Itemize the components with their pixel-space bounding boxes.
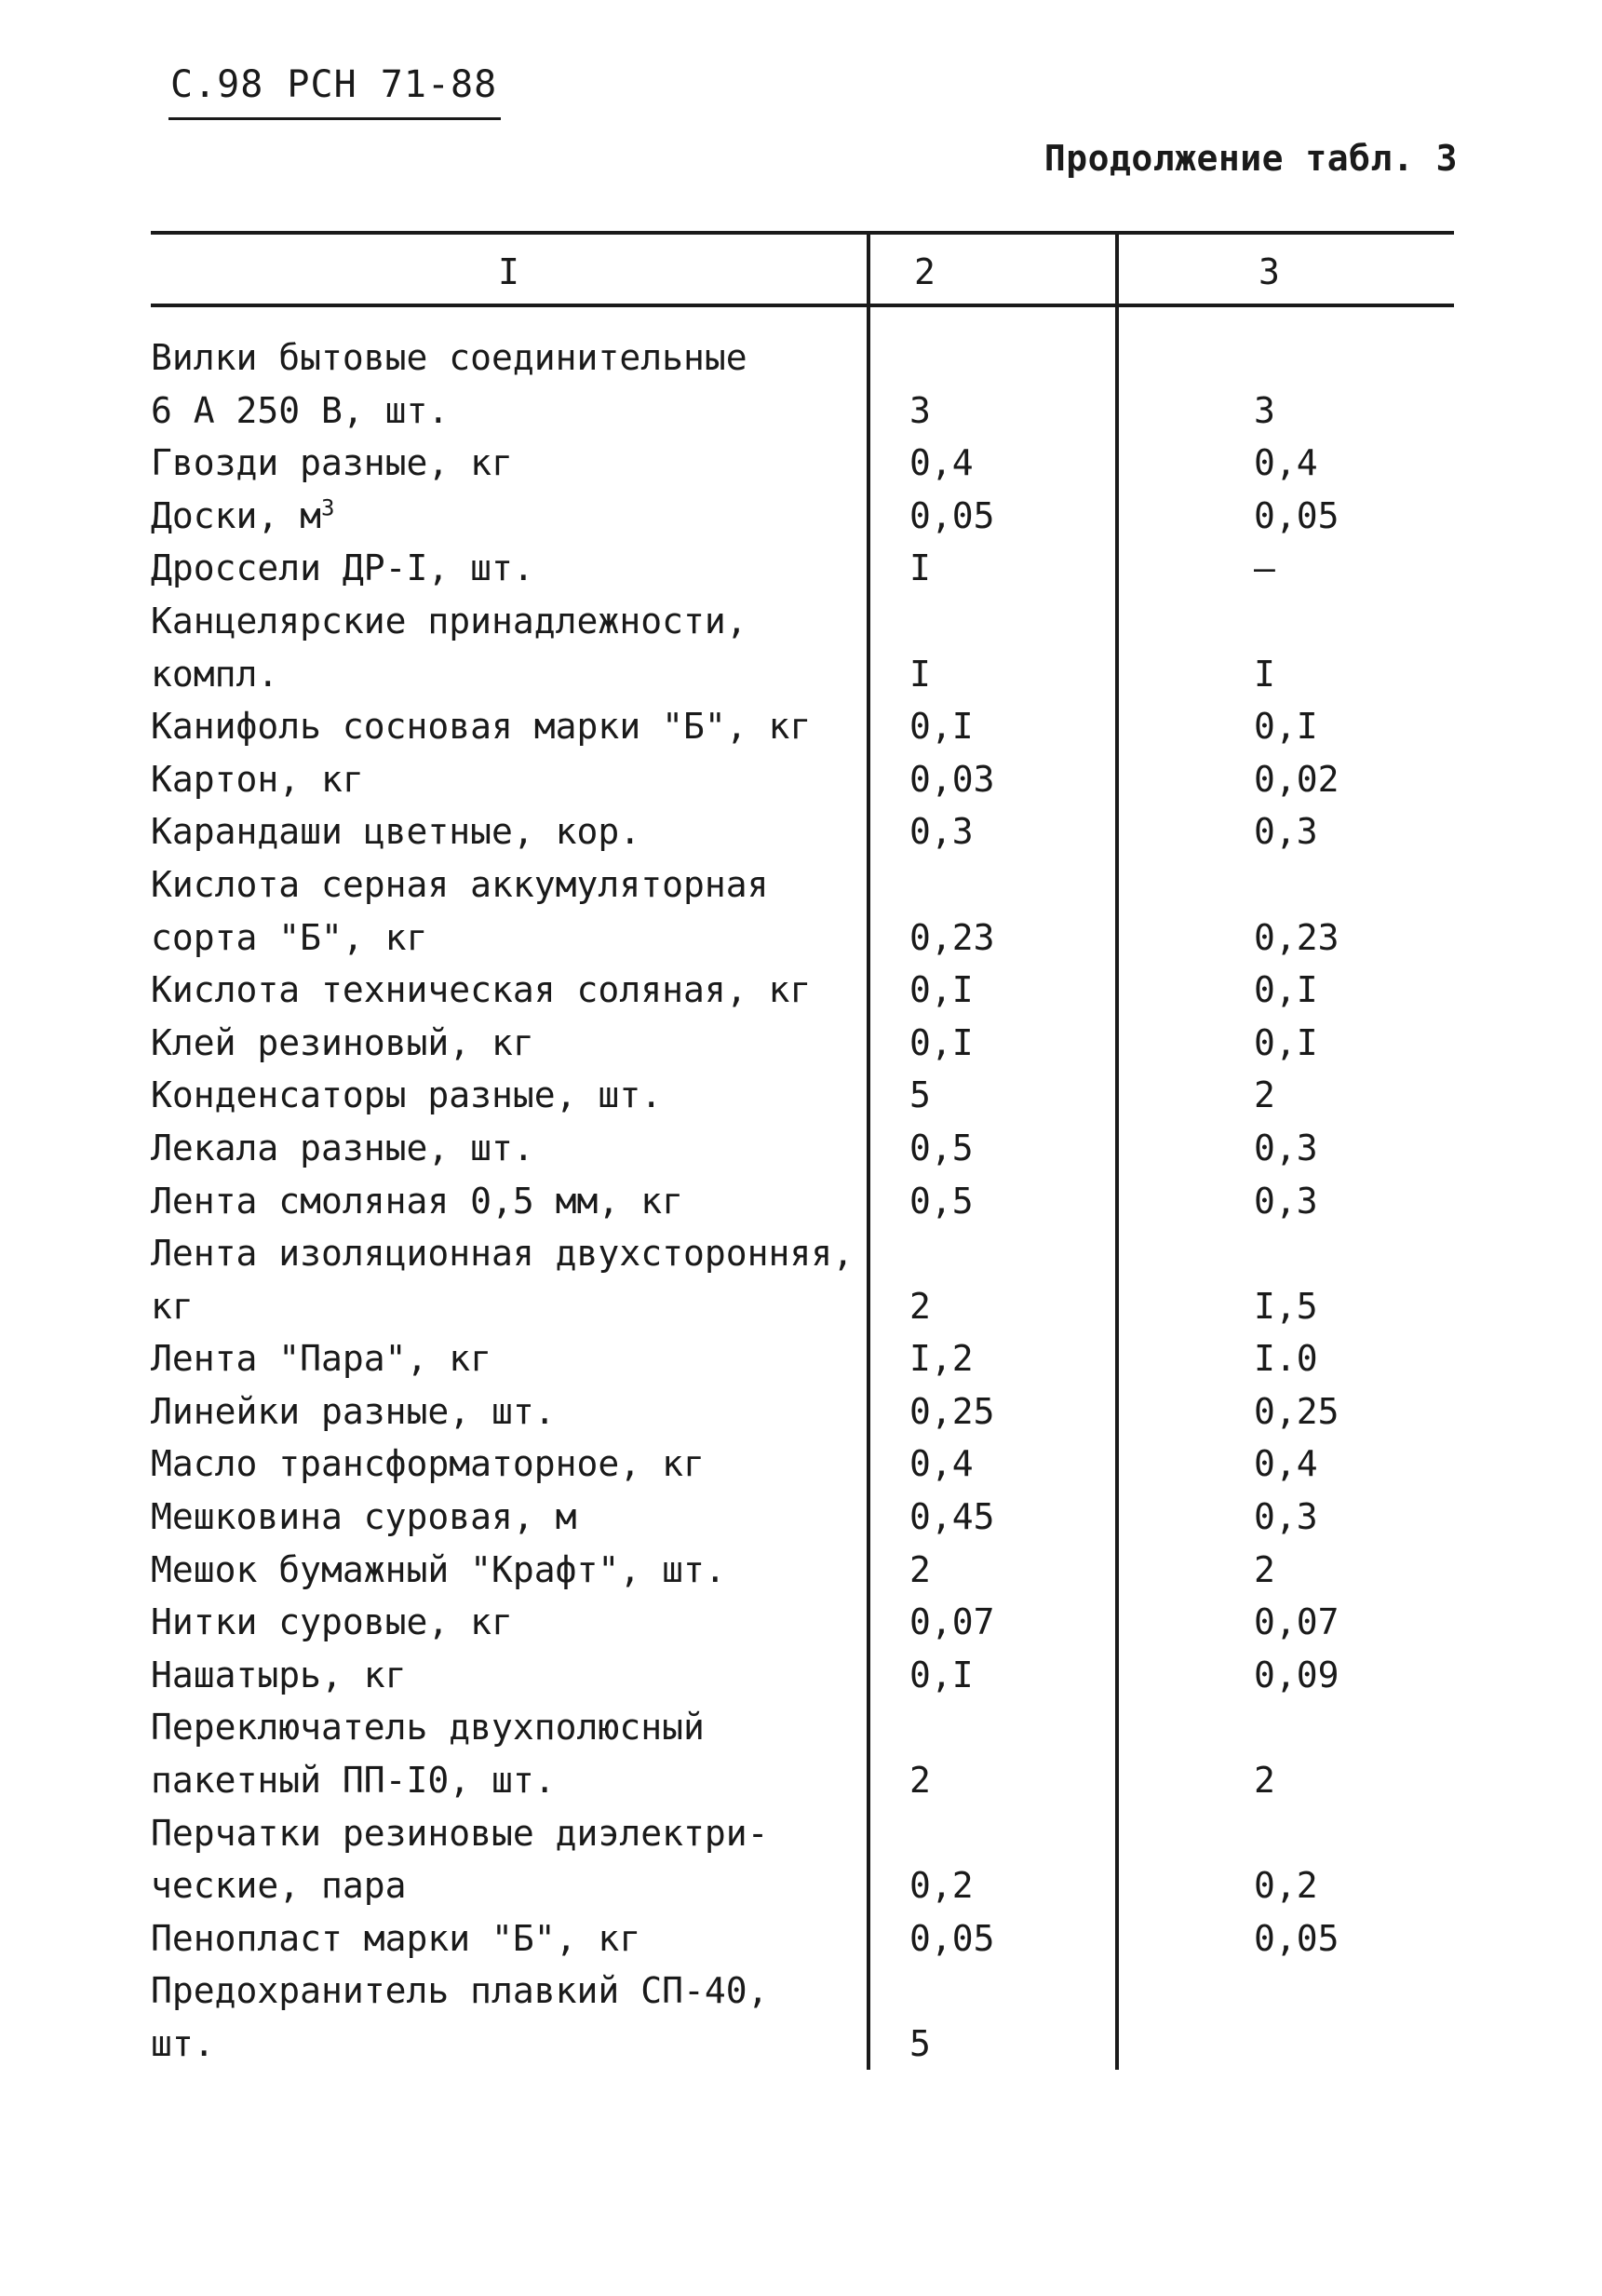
value-column-2: I,2 bbox=[909, 1338, 974, 1380]
material-name bbox=[151, 2018, 866, 2071]
material-name bbox=[151, 648, 866, 701]
value-column-3: 3 bbox=[1254, 389, 1275, 431]
value-column-2: 0,05 bbox=[909, 1917, 995, 1959]
material-name-text: Лента изоляционная двухсторонняя, bbox=[151, 1233, 854, 1275]
material-name-text: пакетный ПП-I0, шт. bbox=[151, 1760, 556, 1802]
table-row bbox=[151, 1544, 1454, 1597]
material-name-text: ческие, пара bbox=[151, 1865, 407, 1907]
value-column-3: 0,02 bbox=[1254, 758, 1339, 800]
material-name-text: Гвозди разные, кг bbox=[151, 442, 513, 484]
table-row bbox=[151, 1385, 1454, 1438]
material-name bbox=[151, 912, 866, 965]
value-column-3: – bbox=[1254, 547, 1275, 589]
material-name-text: Картон, кг bbox=[151, 758, 364, 800]
value-column-3: 0,2 bbox=[1254, 1865, 1318, 1907]
value-column-2: 0,I bbox=[909, 969, 974, 1011]
value-column-3: I.0 bbox=[1254, 1338, 1318, 1380]
material-name bbox=[151, 1544, 866, 1597]
value-column-2: 0,45 bbox=[909, 1496, 995, 1538]
table-row bbox=[151, 1912, 1454, 1965]
value-column-3: 0,05 bbox=[1254, 1917, 1339, 1959]
value-column-3: 0,I bbox=[1254, 969, 1318, 1011]
value-column-2: 0,03 bbox=[909, 758, 995, 800]
material-name bbox=[151, 1491, 866, 1544]
material-name bbox=[151, 1280, 866, 1333]
material-name bbox=[151, 542, 866, 595]
value-column-3: 0,3 bbox=[1254, 811, 1318, 853]
page-reference bbox=[170, 63, 497, 106]
material-name-text: Пенопласт марки "Б", кг bbox=[151, 1917, 641, 1959]
value-column-2: 2 bbox=[909, 1285, 931, 1327]
value-column-2: 0,2 bbox=[909, 1865, 974, 1907]
material-name bbox=[151, 1649, 866, 1702]
value-column-2: I bbox=[909, 653, 931, 695]
value-column-2: 0,5 bbox=[909, 1180, 974, 1222]
material-name-text: Лента смоляная 0,5 мм, кг bbox=[151, 1180, 683, 1222]
value-column-3: 0,25 bbox=[1254, 1390, 1339, 1432]
material-name-text: кг bbox=[151, 1285, 194, 1327]
value-column-2: 5 bbox=[909, 1074, 931, 1116]
material-name bbox=[151, 331, 866, 385]
material-name-text: Вилки бытовые соединительные bbox=[151, 337, 747, 378]
column-header-3: 3 bbox=[1259, 251, 1280, 292]
page-reference-text: С.98 РСН 71-88 bbox=[170, 63, 498, 106]
material-name bbox=[151, 1701, 866, 1754]
value-column-3: 0,3 bbox=[1254, 1180, 1318, 1222]
material-name-text: Конденсаторы разные, шт. bbox=[151, 1074, 663, 1116]
table-row bbox=[151, 1965, 1454, 2018]
material-name-text: сорта "Б", кг bbox=[151, 916, 428, 958]
value-column-2: 5 bbox=[909, 2023, 931, 2064]
material-name bbox=[151, 805, 866, 858]
material-name bbox=[151, 385, 866, 438]
material-name bbox=[151, 1859, 866, 1912]
value-column-2: 0,3 bbox=[909, 811, 974, 853]
material-name bbox=[151, 1122, 866, 1175]
value-column-3: 2 bbox=[1254, 1548, 1275, 1590]
material-name-text: Дроссели ДР-I, шт. bbox=[151, 547, 534, 589]
value-column-2: 0,4 bbox=[909, 1443, 974, 1485]
material-name bbox=[151, 437, 866, 490]
material-name bbox=[151, 1332, 866, 1385]
value-column-3: 2 bbox=[1254, 1760, 1275, 1802]
materials-table bbox=[151, 231, 1454, 2074]
material-name bbox=[151, 1965, 866, 2018]
value-column-3: I,5 bbox=[1254, 1285, 1318, 1327]
material-name-text: компл. bbox=[151, 653, 279, 695]
table-row bbox=[151, 1596, 1454, 1649]
value-column-2: 0,4 bbox=[909, 442, 974, 484]
value-column-3: 0,05 bbox=[1254, 494, 1339, 536]
unit-superscript: 3 bbox=[321, 494, 335, 521]
value-column-2: 2 bbox=[909, 1548, 931, 1590]
value-column-2: 0,23 bbox=[909, 916, 995, 958]
value-column-2: 0,I bbox=[909, 1654, 974, 1695]
table-continuation-title: Продолжение табл. 3 bbox=[1043, 138, 1458, 179]
value-column-3: 0,I bbox=[1254, 706, 1318, 748]
material-name-text: шт. bbox=[151, 2023, 215, 2064]
material-name bbox=[151, 1438, 866, 1491]
value-column-2: 0,I bbox=[909, 1021, 974, 1063]
table-top-rule bbox=[151, 231, 1454, 235]
table-row bbox=[151, 542, 1454, 595]
table-row bbox=[151, 595, 1454, 648]
value-column-3: 0,4 bbox=[1254, 1443, 1318, 1485]
table-header-rule bbox=[151, 304, 1454, 307]
table-body bbox=[151, 331, 1454, 2071]
table-row bbox=[151, 805, 1454, 858]
material-name bbox=[151, 753, 866, 806]
material-name bbox=[151, 1175, 866, 1228]
value-column-2: 2 bbox=[909, 1760, 931, 1802]
material-name-text: Лента "Пара", кг bbox=[151, 1338, 492, 1380]
table-row bbox=[151, 648, 1454, 701]
value-column-2: 3 bbox=[909, 389, 931, 431]
material-name-text: Лекала разные, шт. bbox=[151, 1127, 534, 1168]
table-row bbox=[151, 912, 1454, 965]
value-column-2: 0,I bbox=[909, 706, 974, 748]
value-column-3: 0,09 bbox=[1254, 1654, 1339, 1695]
table-row bbox=[151, 1491, 1454, 1544]
table-row bbox=[151, 1069, 1454, 1122]
table-row bbox=[151, 1701, 1454, 1754]
value-column-3: 2 bbox=[1254, 1074, 1275, 1116]
material-name bbox=[151, 1069, 866, 1122]
table-row bbox=[151, 1438, 1454, 1491]
table-row bbox=[151, 1227, 1454, 1280]
material-name bbox=[151, 858, 866, 912]
material-name bbox=[151, 700, 866, 753]
page-reference-underline bbox=[168, 117, 501, 120]
table-row bbox=[151, 1175, 1454, 1228]
value-column-3: 0,3 bbox=[1254, 1127, 1318, 1168]
table-row bbox=[151, 1332, 1454, 1385]
material-name-text: Масло трансформаторное, кг bbox=[151, 1443, 705, 1485]
value-column-2: 0,25 bbox=[909, 1390, 995, 1432]
material-name bbox=[151, 1912, 866, 1965]
material-name-text: Мешок бумажный "Крафт", шт. bbox=[151, 1548, 726, 1590]
value-column-3: 0,4 bbox=[1254, 442, 1318, 484]
value-column-3: 0,07 bbox=[1254, 1601, 1339, 1643]
material-name-text: Нашатырь, кг bbox=[151, 1654, 407, 1695]
value-column-3: 0,23 bbox=[1254, 916, 1339, 958]
material-name-text: Мешковина суровая, м bbox=[151, 1496, 577, 1538]
material-name bbox=[151, 1807, 866, 1860]
value-column-2: 0,07 bbox=[909, 1601, 995, 1643]
table-row bbox=[151, 490, 1454, 543]
table-row bbox=[151, 331, 1454, 385]
table-row bbox=[151, 1280, 1454, 1333]
table-row bbox=[151, 1017, 1454, 1070]
value-column-2: 0,5 bbox=[909, 1127, 974, 1168]
table-row bbox=[151, 385, 1454, 438]
table-row bbox=[151, 1807, 1454, 1860]
material-name bbox=[151, 490, 866, 543]
material-name-text: Кислота серная аккумуляторная bbox=[151, 863, 769, 905]
material-name-text: Канифоль сосновая марки "Б", кг bbox=[151, 706, 812, 748]
material-name-text: Предохранитель плавкий СП-40, bbox=[151, 1970, 769, 2012]
material-name bbox=[151, 964, 866, 1017]
material-name-text: Канцелярские принадлежности, bbox=[151, 600, 747, 642]
table-row bbox=[151, 1649, 1454, 1702]
table-row bbox=[151, 858, 1454, 912]
material-name-text: Нитки суровые, кг bbox=[151, 1601, 513, 1643]
table-row bbox=[151, 1754, 1454, 1807]
table-row bbox=[151, 2018, 1454, 2071]
material-name-text: Переключатель двухполюсный bbox=[151, 1707, 705, 1749]
material-name bbox=[151, 1754, 866, 1807]
material-name bbox=[151, 595, 866, 648]
material-name-text: Линейки разные, шт. bbox=[151, 1390, 556, 1432]
material-name-text: Кислота техническая соляная, кг bbox=[151, 969, 812, 1011]
material-name-text: Доски, м bbox=[151, 494, 322, 536]
value-column-2: 0,05 bbox=[909, 494, 995, 536]
material-name-text: Карандаши цветные, кор. bbox=[151, 811, 641, 853]
table-row bbox=[151, 437, 1454, 490]
value-column-3: 0,I bbox=[1254, 1021, 1318, 1063]
table-row bbox=[151, 964, 1454, 1017]
column-header-2: 2 bbox=[914, 251, 936, 292]
column-header-1: I bbox=[498, 251, 519, 292]
table-row bbox=[151, 1122, 1454, 1175]
value-column-3: I bbox=[1254, 653, 1275, 695]
material-name bbox=[151, 1227, 866, 1280]
table-row bbox=[151, 1859, 1454, 1912]
table-row bbox=[151, 700, 1454, 753]
material-name bbox=[151, 1017, 866, 1070]
material-name-text: 6 А 250 В, шт. bbox=[151, 389, 450, 431]
value-column-2: I bbox=[909, 547, 931, 589]
table-row bbox=[151, 753, 1454, 806]
material-name bbox=[151, 1385, 866, 1438]
material-name-text: Клей резиновый, кг bbox=[151, 1021, 534, 1063]
material-name bbox=[151, 1596, 866, 1649]
value-column-3: 0,3 bbox=[1254, 1496, 1318, 1538]
material-name-text: Перчатки резиновые диэлектри- bbox=[151, 1812, 769, 1854]
